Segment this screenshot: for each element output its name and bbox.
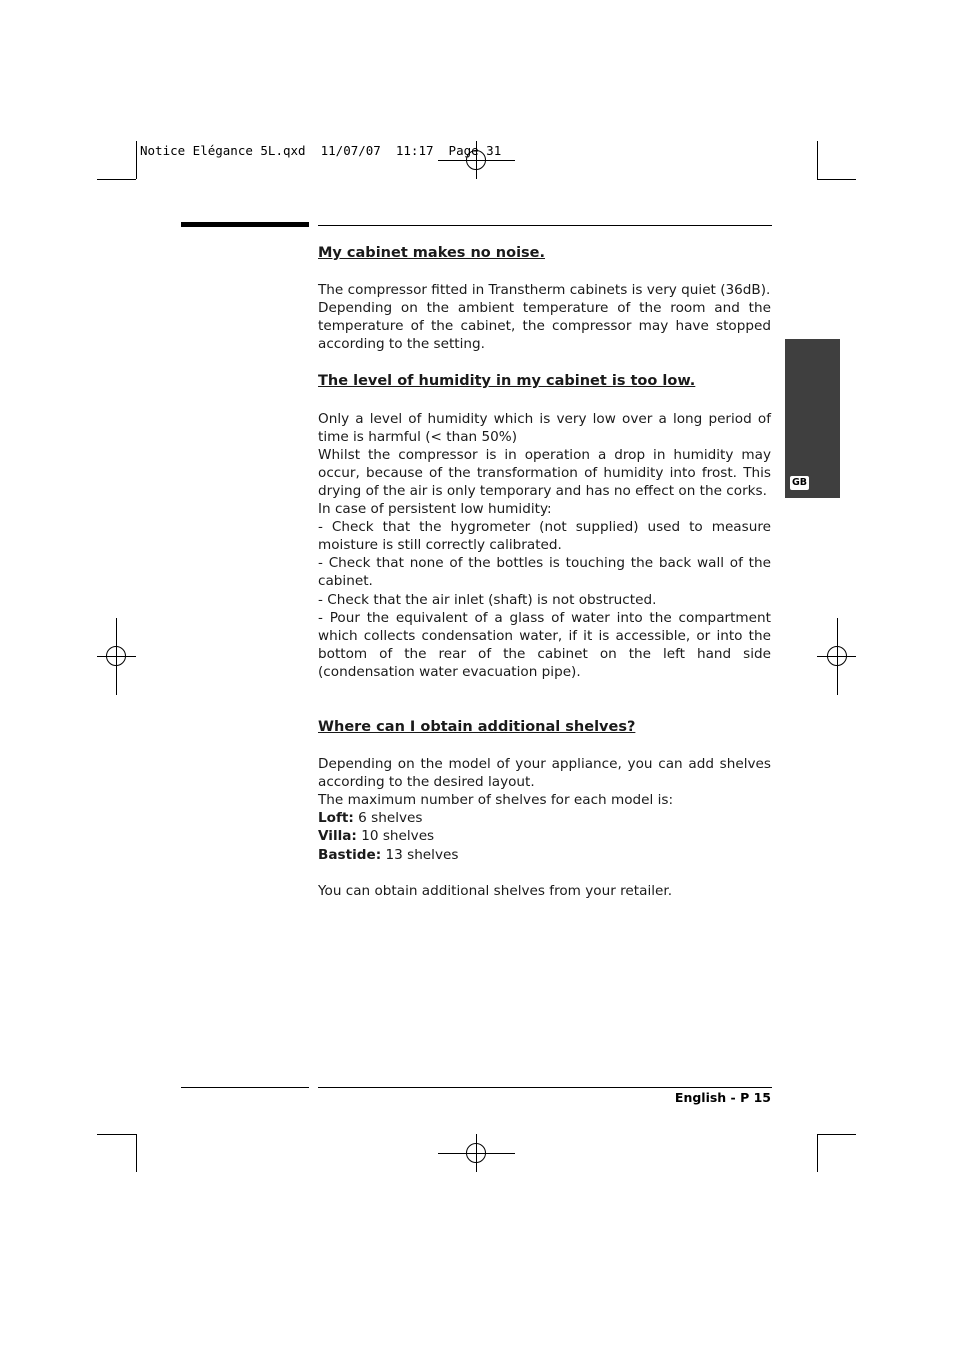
footer-rule-right <box>318 1087 772 1088</box>
page-content <box>318 244 771 900</box>
paragraph: Depending on the model of your appliance, you can add shelves according to the desired layout. <box>318 756 771 791</box>
model-row <box>318 809 771 827</box>
list-item: - Check that the air inlet (shaft) is not obstructed. <box>318 591 657 608</box>
language-tab-label: GB <box>792 477 808 488</box>
crop-mark <box>136 141 137 179</box>
section-heading: Where can I obtain additional shelves? <box>318 718 636 735</box>
file-slug-line: Notice Elégance 5L.qxd 11/07/07 11:17 Page 31 <box>140 143 502 158</box>
model-name: Loft: <box>318 810 354 827</box>
list-item: - Pour the equivalent of a glass of water into the compartment which collects condensation water, if it is accessible, or into the bottom of the rear of the cabinet on the left hand side (condensation water evacuation pipe). <box>318 609 771 680</box>
model-shelves: 10 shelves <box>356 828 435 845</box>
model-row <box>318 846 771 864</box>
section-no-noise <box>318 244 771 353</box>
paragraph: The compressor fitted in Transtherm cabinets is very quiet (36dB). <box>318 282 771 299</box>
paragraph: In case of persistent low humidity: <box>318 501 552 518</box>
section-additional-shelves <box>318 718 771 900</box>
crop-mark <box>817 1134 856 1135</box>
footer-rule-left <box>181 1087 309 1088</box>
model-name: Villa: <box>318 828 357 845</box>
page-number: English - P 15 <box>674 1090 771 1105</box>
section-heading: My cabinet makes no noise. <box>318 245 546 261</box>
header-thick-rule <box>181 222 309 227</box>
crop-mark <box>817 1134 818 1172</box>
paragraph: You can obtain additional shelves from your retailer. <box>318 882 673 899</box>
header-thin-rule <box>318 225 772 226</box>
paragraph: Only a level of humidity which is very low over a long period of time is harmful (< than 50%) <box>318 410 771 445</box>
crop-mark <box>97 179 136 180</box>
crop-mark <box>817 179 856 180</box>
model-name: Bastide: <box>318 846 382 863</box>
paragraph: The maximum number of shelves for each model is: <box>318 792 674 809</box>
crop-mark <box>97 1134 136 1135</box>
model-row <box>318 827 771 845</box>
model-shelves: 13 shelves <box>381 846 459 863</box>
paragraph: Whilst the compressor is in operation a drop in humidity may occur, because of the transformation of humidity into frost. This drying of the air is only temporary and has no effect on the corks. <box>318 446 771 499</box>
list-item: - Check that none of the bottles is touching the back wall of the cabinet. <box>318 555 771 590</box>
section-low-humidity <box>318 372 771 681</box>
model-shelves: 6 shelves <box>353 810 423 827</box>
crop-mark <box>817 141 818 179</box>
crop-mark <box>136 1134 137 1172</box>
section-heading: The level of humidity in my cabinet is too low. <box>318 373 696 390</box>
list-item: - Check that the hygrometer (not supplied) used to measure moisture is still correctly calibrated. <box>318 519 771 554</box>
paragraph: Depending on the ambient temperature of the room and the temperature of the cabinet, the compressor may have stopped according to the setting. <box>318 300 771 353</box>
language-tab <box>785 339 840 498</box>
